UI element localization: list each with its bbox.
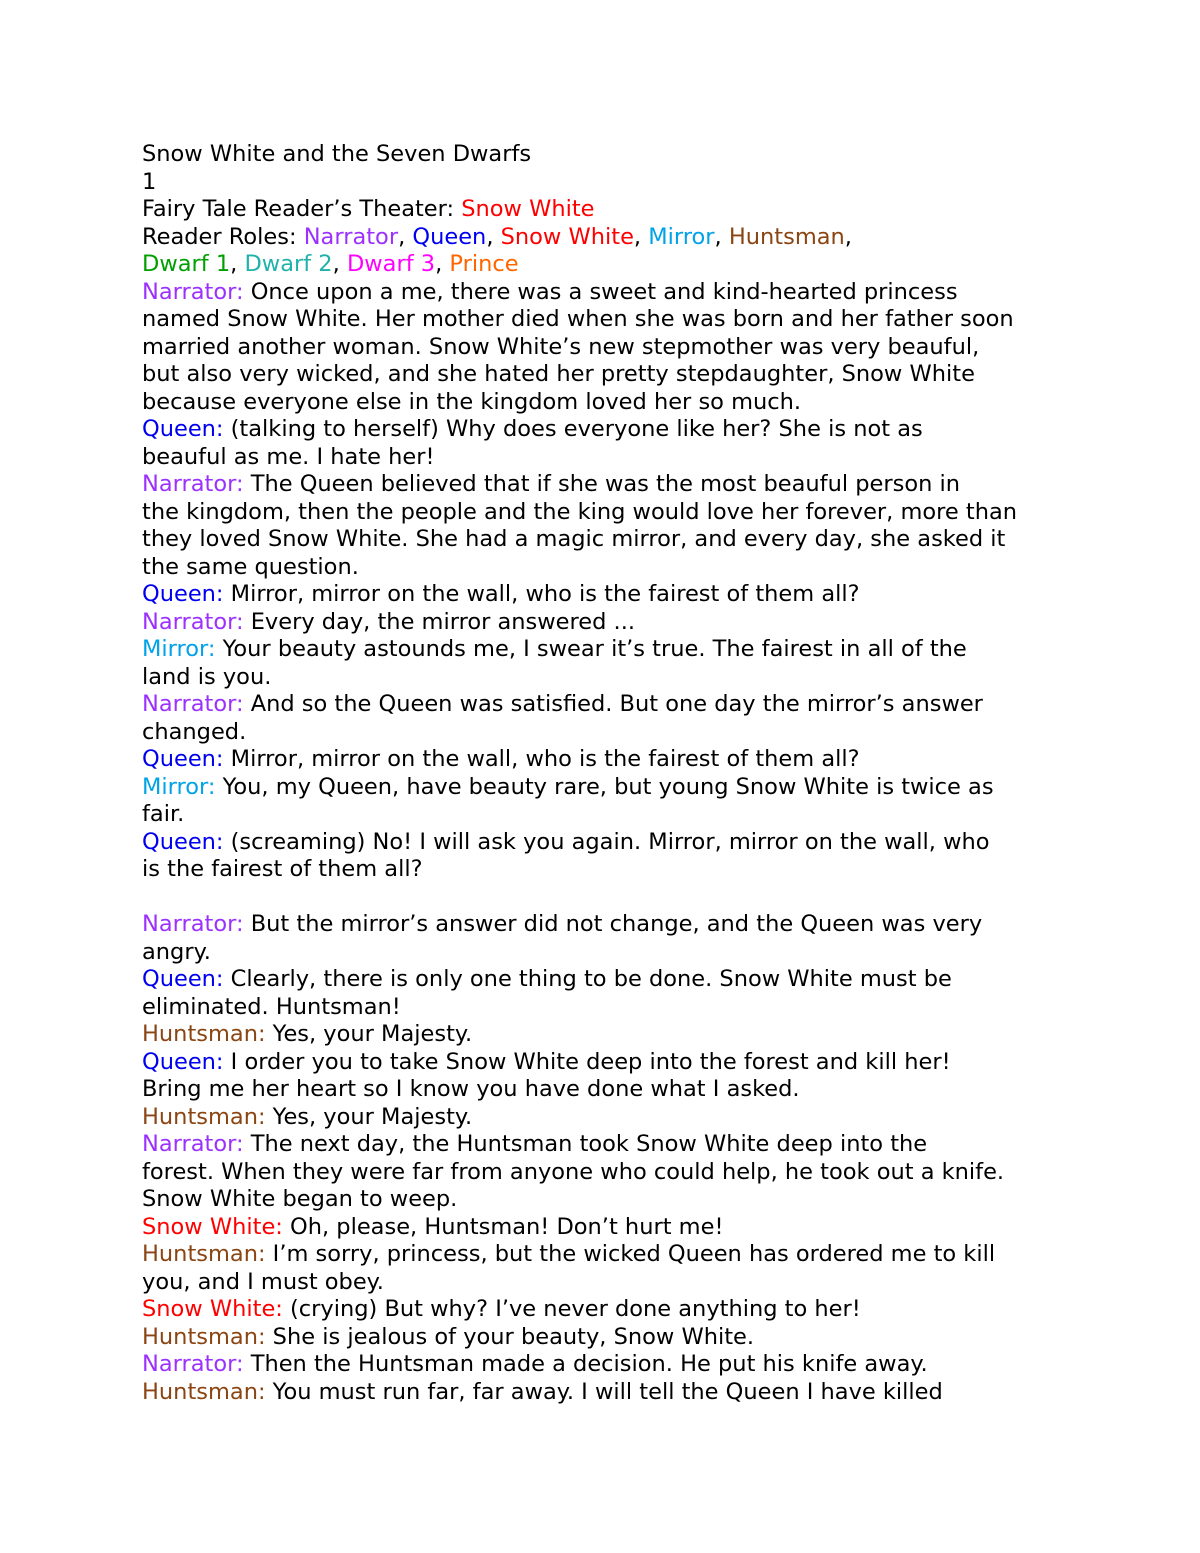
dialogue-text: Yes, your Majesty. [265,1103,473,1130]
speaker-queen: Queen: [142,746,224,772]
dialogue-text: You must run far, far away. I will tell the Queen I have killed [265,1378,943,1405]
dialogue-text: Bring me her heart so I know you have done what I asked. [142,1076,800,1102]
speaker-snow-white: Snow White: [142,1213,283,1240]
script-line [142,939,1142,967]
document-title: Snow White and the Seven Dwarfs [142,141,532,167]
page-number: 1 [142,168,157,195]
script-line [142,1241,1142,1269]
blank-line [142,884,1142,912]
dialogue-text: (screaming) No! I will ask you again. Mirror, mirror on the wall, who [223,828,990,855]
dialogue-text: (talking to herself) Why does everyone like her? She is not as [223,416,923,442]
role-mirror: Mirror [648,223,715,250]
script-line [142,829,1142,857]
script-line [142,911,1142,939]
speaker-huntsman: Huntsman: [142,1323,266,1350]
dialogue-text: is the fairest of them all? [142,856,423,882]
dialogue-text: She is jealous of your beauty, Snow White. [265,1323,755,1350]
dialogue-text: Clearly, there is only one thing to be done. Snow White must be [223,966,952,992]
dialogue-text: Every day, the mirror answered ... [243,608,636,635]
script-line [142,444,1142,472]
dialogue-text: But the mirror’s answer did not change, and the Queen was very [243,911,983,937]
script-line [142,1159,1142,1187]
script-line [142,416,1142,444]
script-line [142,1186,1142,1214]
dialogue-text: because everyone else in the kingdom loved her so much. [142,388,802,415]
dialogue-text: Once upon a me, there was a sweet and kind-hearted princess [243,278,958,305]
dialogue-text: you, and I must obey. [142,1268,384,1295]
dialogue-text: the same question. [142,553,359,580]
speaker-narrator: Narrator: [142,1131,244,1157]
dialogue-text: You, my Queen, have beauty rare, but young Snow White is twice as [215,773,994,800]
script-line [142,994,1142,1022]
dialogue-text: named Snow White. Her mother died when she was born and her father soon [142,306,1014,332]
speaker-queen: Queen: [142,416,224,442]
speaker-queen: Queen: [142,828,224,855]
speaker-narrator: Narrator: [142,278,244,305]
speaker-mirror: Mirror: [142,636,216,662]
dialogue-text: (crying) But why? I’ve never done anything to her! [282,1296,861,1322]
script-line [142,389,1142,417]
role-huntsman: Huntsman [728,223,845,250]
script-line [142,1076,1142,1104]
script-line [142,581,1142,609]
role-separator: , [398,223,413,250]
dialogue-text: changed. [142,718,247,745]
dialogue-text: Mirror, mirror on the wall, who is the fairest of them all? [223,746,860,772]
script-line [142,279,1142,307]
speaker-narrator: Narrator: [142,691,244,717]
script-line [142,1049,1142,1077]
speaker-narrator: Narrator: [142,911,244,937]
dialogue-text: forest. When they were far from anyone who could help, he took out a knife. [142,1158,1005,1185]
role-separator: , [714,223,729,250]
speaker-queen: Queen: [142,1048,224,1075]
roles-label: Reader Roles: [142,223,304,250]
dialogue-text: they loved Snow White. She had a magic mirror, and every day, she asked it [142,526,1006,552]
script-line [142,1324,1142,1352]
dialogue-text: Then the Huntsman made a decision. He put his knife away. [243,1351,928,1377]
script-line [142,471,1142,499]
theater-label: Fairy Tale Reader’s Theater: [142,196,462,222]
dialogue-text: Snow White began to weep. [142,1186,458,1212]
theater-title: Snow White [461,196,595,222]
script-line [142,1296,1142,1324]
script-line [142,801,1142,829]
script-line [142,1269,1142,1297]
dialogue-text: angry. [142,938,211,965]
dialogue-text: Your beauty astounds me, I swear it’s true. The fairest in all of the [215,636,967,662]
script-line [142,1131,1142,1159]
speaker-huntsman: Huntsman: [142,1378,266,1405]
script-line [142,856,1142,884]
dialogue-text: but also very wicked, and she hated her pretty stepdaughter, Snow White [142,361,975,387]
role-separator: , [332,251,347,277]
dialogue-text: The next day, the Huntsman took Snow White deep into the [243,1131,928,1157]
dialogue-text: land is you. [142,663,272,690]
script-line [142,526,1142,554]
speaker-narrator: Narrator: [142,608,244,635]
theater-line [142,196,1142,224]
dialogue-text: I’m sorry, princess, but the wicked Queen has ordered me to kill [265,1241,996,1267]
roles-line-1 [142,224,1142,252]
dialogue-text: married another woman. Snow White’s new stepmother was very beauful, [142,333,980,360]
dialogue-text: Yes, your Majesty. [265,1021,473,1047]
dialogue-text: I order you to take Snow White deep into the forest and kill her! [223,1048,951,1075]
dialogue-text: the kingdom, then the people and the king would love her forever, more than [142,498,1018,525]
dialogue-text: The Queen believed that if she was the most beauful person in [243,471,961,497]
dialogue-text: eliminated. Huntsman! [142,993,401,1020]
script-line [142,774,1142,802]
script-line [142,1351,1142,1379]
script-line [142,966,1142,994]
speaker-huntsman: Huntsman: [142,1103,266,1130]
role-narrator: Narrator [303,223,399,250]
script-line [142,636,1142,664]
dialogue-text: fair. [142,801,185,827]
role-dwarf-2: Dwarf 2 [244,251,333,277]
script-line [142,361,1142,389]
dialogue-text: Mirror, mirror on the wall, who is the fairest of them all? [223,581,860,607]
roles-line-2 [142,251,1142,279]
script-line [142,554,1142,582]
script-line [142,609,1142,637]
script-line [142,719,1142,747]
dialogue-text: And so the Queen was satisfied. But one day the mirror’s answer [243,691,983,717]
role-dwarf-3: Dwarf 3 [346,251,436,277]
script-line [142,1379,1142,1407]
speaker-narrator: Narrator: [142,1351,244,1377]
dialogue-text: Oh, please, Huntsman! Don’t hurt me! [282,1213,724,1240]
script-line [142,1214,1142,1242]
script-line [142,1104,1142,1132]
role-queen: Queen [412,223,487,250]
speaker-narrator: Narrator: [142,471,244,497]
script-line [142,499,1142,527]
role-dwarf-1: Dwarf 1 [142,251,231,277]
script-line [142,664,1142,692]
speaker-mirror: Mirror: [142,773,216,800]
role-prince: Prince [449,251,519,277]
script-line [142,306,1142,334]
dialogue-text: beauful as me. I hate her! [142,443,435,470]
speaker-snow-white: Snow White: [142,1296,283,1322]
speaker-huntsman: Huntsman: [142,1021,266,1047]
speaker-queen: Queen: [142,966,224,992]
role-separator: , [486,223,501,250]
role-trailing-comma: , [844,223,852,250]
role-snow-white: Snow White [500,223,634,250]
document-page [142,141,1142,1406]
role-separator: , [230,251,245,277]
speaker-huntsman: Huntsman: [142,1241,266,1267]
script-line [142,691,1142,719]
speaker-queen: Queen: [142,581,224,607]
script-line [142,334,1142,362]
script-line [142,746,1142,774]
role-separator: , [435,251,450,277]
script-line [142,1021,1142,1049]
role-separator: , [633,223,649,250]
